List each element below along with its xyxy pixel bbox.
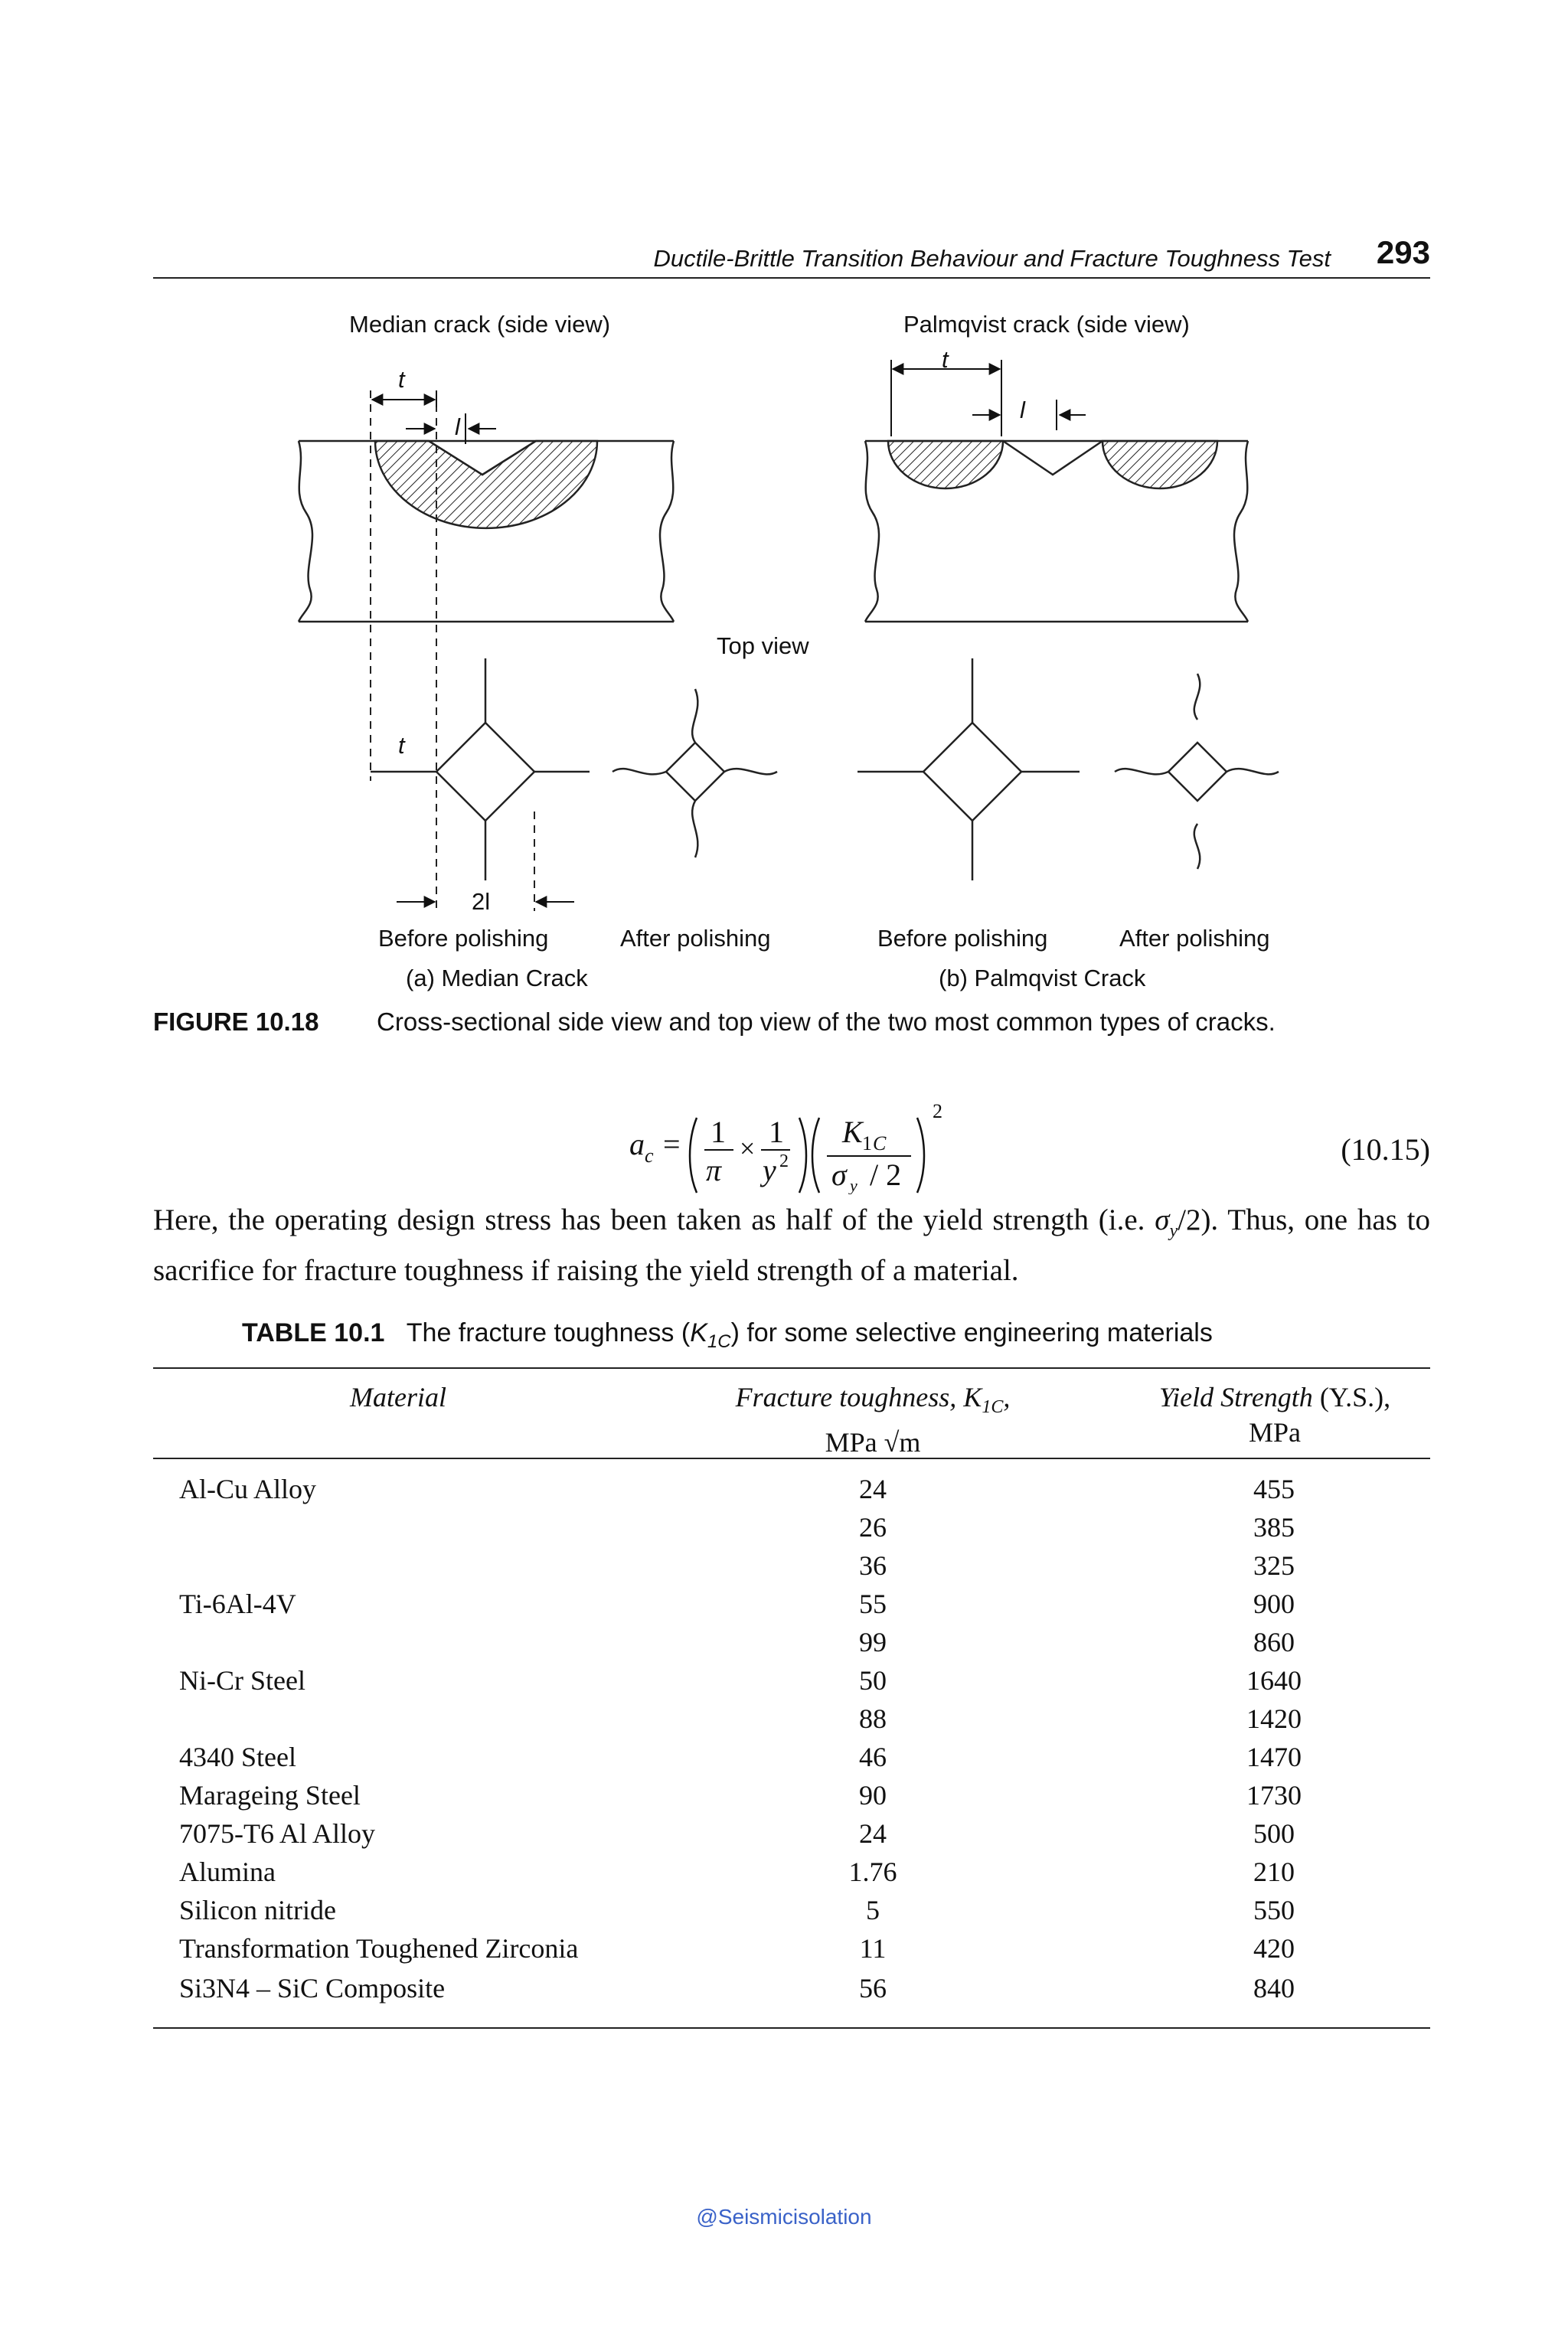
cell-yield: 500 (1253, 1818, 1295, 1849)
header-yield-line1b: (Y.S.), (1312, 1382, 1391, 1412)
svg-text:=: = (663, 1127, 681, 1161)
running-title: Ductile-Brittle Transition Behaviour and Fracture Toughness Test (653, 245, 1331, 272)
cell-toughness: 99 (859, 1627, 887, 1657)
cell-yield: 1470 (1246, 1742, 1302, 1772)
cell-material: Silicon nitride (179, 1895, 336, 1925)
cell-material: Alumina (179, 1857, 276, 1887)
median-t-label: t (398, 366, 405, 393)
top-view-label: Top view (717, 632, 809, 659)
table-row (153, 1511, 1430, 1550)
cell-toughness: 11 (859, 1933, 887, 1964)
cell-material: Transformation Toughened Zirconia (179, 1933, 579, 1964)
crack-diagram (0, 0, 1568, 995)
table-row (153, 1473, 1430, 1511)
header-toughness-line1: Fracture toughness, K (735, 1382, 982, 1412)
cell-toughness: 1.76 (848, 1857, 897, 1887)
table-row (153, 1588, 1430, 1626)
svg-text:a: a (629, 1127, 645, 1161)
cell-material: Si3N4 – SiC Composite (179, 1973, 446, 2004)
cell-toughness: 46 (859, 1742, 887, 1772)
svg-text:c: c (645, 1145, 654, 1167)
k1c-symbol: $K_{1C}$ (690, 1318, 731, 1352)
table-row (153, 1817, 1430, 1856)
svg-text:σ: σ (831, 1158, 847, 1192)
header-yield (1110, 1380, 1439, 1450)
header-yield-line2: MPa (1248, 1417, 1301, 1448)
watermark: @Seismicisolation (696, 2205, 872, 2229)
subcaption-a: (a) Median Crack (406, 965, 588, 991)
svg-text:y: y (850, 1176, 858, 1194)
svg-text:×: × (740, 1133, 756, 1164)
subcaption-b: (b) Palmqvist Crack (939, 965, 1146, 991)
cell-toughness: 5 (866, 1895, 880, 1925)
svg-text:K: K (842, 1115, 863, 1149)
palmqvist-side-view (865, 441, 1248, 622)
table-row (153, 1664, 1430, 1703)
cell-material: Marageing Steel (179, 1780, 361, 1811)
figure-caption-text: Cross-sectional side view and top view of the two most common types of cracks. (377, 1007, 1276, 1036)
cell-yield: 210 (1253, 1857, 1295, 1887)
cell-toughness: 88 (859, 1703, 887, 1734)
table-row (153, 1894, 1430, 1932)
cell-material: 7075-T6 Al Alloy (179, 1818, 376, 1849)
palmqvist-dimensions (891, 360, 1086, 436)
page-number: 293 (1376, 234, 1430, 270)
cell-toughness: 36 (859, 1550, 887, 1581)
cell-yield: 420 (1253, 1933, 1295, 1964)
median-before-top (371, 658, 590, 880)
after-polishing-a: After polishing (620, 925, 771, 952)
equation-10-15 (582, 1087, 1011, 1194)
table-caption-number: TABLE 10.1 (242, 1318, 385, 1347)
cell-yield: 325 (1253, 1550, 1295, 1581)
cell-material: 4340 Steel (179, 1742, 296, 1772)
cell-toughness: 24 (859, 1818, 887, 1849)
palmqvist-l-label: l (1020, 397, 1025, 423)
table-bottom-rule (153, 2027, 1430, 2029)
figure-10-18 (0, 0, 1568, 1072)
header-yield-line1: Yield Strength (1158, 1382, 1313, 1412)
median-side-label: Median crack (side view) (349, 311, 611, 338)
cell-toughness: 55 (859, 1589, 887, 1619)
cell-yield: 860 (1253, 1627, 1295, 1657)
top-t-label: t (398, 732, 405, 759)
table-caption (242, 1318, 1213, 1353)
palmqvist-t-label: t (942, 346, 949, 373)
table-top-rule (153, 1367, 1430, 1369)
cell-yield: 1420 (1246, 1703, 1302, 1734)
cell-yield: 385 (1253, 1512, 1295, 1543)
equation-number: (10.15) (1341, 1132, 1430, 1167)
table-row (153, 1856, 1430, 1894)
table-caption-before: The fracture toughness ( (406, 1318, 691, 1347)
cell-yield: 1730 (1246, 1780, 1302, 1811)
table-row (153, 1703, 1430, 1741)
before-polishing-b: Before polishing (877, 925, 1048, 952)
body-paragraph (153, 1200, 1430, 1291)
cell-yield: 455 (1253, 1474, 1295, 1504)
median-side-view (299, 441, 674, 622)
header-toughness: Fracture toughness, $K_{1C}$, MPa √m (704, 1380, 1041, 1460)
table-row (153, 1550, 1430, 1588)
table-row (153, 1741, 1430, 1779)
table-row (153, 1932, 1430, 1971)
cell-yield: 550 (1253, 1895, 1295, 1925)
svg-text:2: 2 (779, 1151, 789, 1171)
equation-formula (582, 1087, 1011, 1194)
cell-material: Ni-Cr Steel (179, 1665, 305, 1696)
svg-text:π: π (706, 1153, 722, 1187)
cell-toughness: 90 (859, 1780, 887, 1811)
before-polishing-a: Before polishing (378, 925, 549, 952)
figure-caption-number: FIGURE 10.18 (153, 1007, 319, 1036)
cell-material: Ti-6Al-4V (179, 1589, 296, 1619)
cell-yield: 840 (1253, 1973, 1295, 2004)
paragraph-part1: Here, the operating design stress has been taken as half of the yield strength (i.e. (153, 1203, 1155, 1236)
cell-yield: 900 (1253, 1589, 1295, 1619)
table-caption-after: ) for some selective engineering materials (730, 1318, 1213, 1347)
svg-text:2: 2 (933, 1100, 942, 1122)
table-row (153, 1972, 1430, 2010)
palmqvist-before-top (858, 658, 1080, 880)
table-header-rule (153, 1458, 1430, 1459)
cell-yield: 1640 (1246, 1665, 1302, 1696)
svg-text:1: 1 (710, 1115, 726, 1149)
svg-text:C: C (873, 1132, 887, 1154)
two-l-label: 2l (472, 888, 491, 915)
after-polishing-b: After polishing (1119, 925, 1270, 952)
figure-caption (153, 1007, 1276, 1037)
cell-material: Al-Cu Alloy (179, 1474, 317, 1504)
median-l-label: l (455, 413, 460, 440)
svg-text:y: y (763, 1153, 776, 1187)
paragraph-part2: /2). Thus, one has to sacrifice for fracture toughness if raising the yield strength of a material. (153, 1203, 1430, 1287)
palmqvist-after-top (1115, 674, 1279, 869)
palmqvist-side-label: Palmqvist crack (side view) (903, 311, 1190, 338)
svg-text:1: 1 (862, 1132, 872, 1154)
table-row (153, 1626, 1430, 1664)
median-t-dimension (372, 390, 496, 444)
cell-toughness: 56 (859, 1973, 887, 2004)
cell-toughness: 26 (859, 1512, 887, 1543)
svg-text:/ 2: / 2 (870, 1158, 902, 1192)
cell-toughness: 24 (859, 1474, 887, 1504)
svg-text:1: 1 (769, 1115, 784, 1149)
header-material: Material (350, 1382, 446, 1412)
median-after-top (612, 689, 777, 857)
header-toughness-line2: MPa √m (825, 1427, 921, 1458)
cell-toughness: 50 (859, 1665, 887, 1696)
sigma-y-symbol: $\sigma_y$ (1155, 1203, 1178, 1241)
table-row (153, 1779, 1430, 1817)
